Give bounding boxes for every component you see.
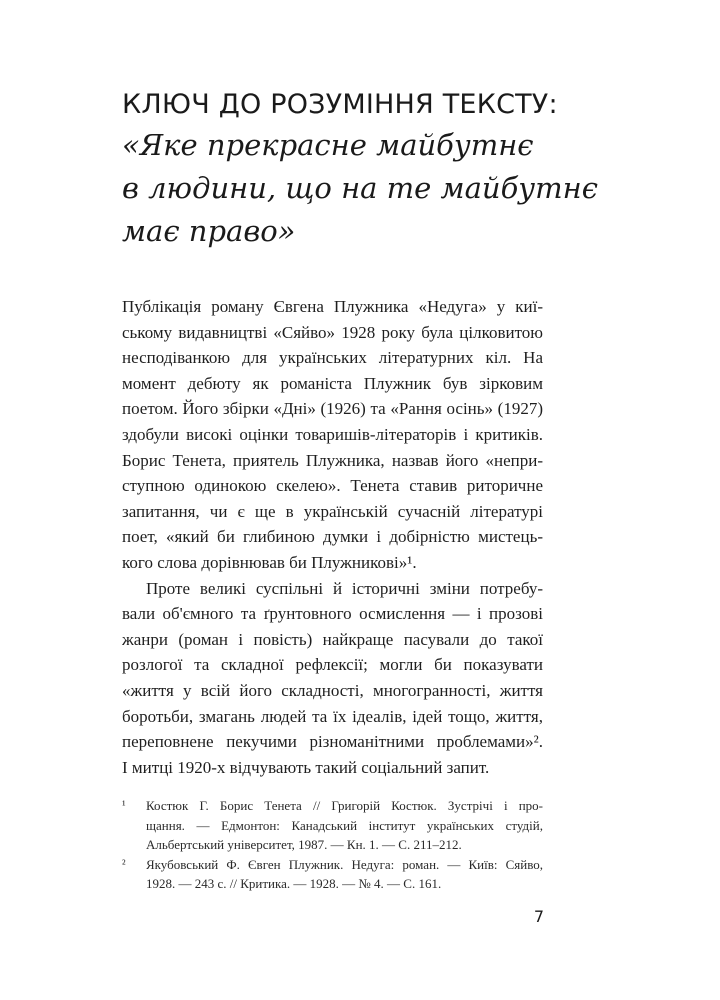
text-line: запитання, чи є ще в українській сучасній літературі [122,501,543,521]
text-line: ступною одинокою скелею». Тенета ставив риторичне [122,476,543,496]
chapter-heading [122,86,602,253]
text-line: І митці 1920-х відчувають такий соціальний запит. [122,757,490,777]
text-line: несподіванкою для українських літературних кіл. На [122,348,543,368]
text-line: вали об'ємного та ґрунтовного осмислення — і прозові [122,604,543,624]
quote-line: «Яке прекрасне майбутнє [122,128,534,162]
footnote-line: Костюк Г. Борис Тенета // Григорій Костюк. Зустрічі і про- [146,798,543,813]
body-text [122,294,543,780]
footnote [122,855,543,894]
footnotes [122,796,543,894]
text-line: поет, «який би глибиною думки і добірністю мистець- [122,527,543,547]
text-line: Борис Тенета, приятель Плужника, назвав його «непри- [122,450,543,470]
footnote-line: Альбертський університет, 1987. — Кн. 1. — С. 211–212. [146,837,462,852]
footnote-line: 1928. — 243 с. // Критика. — 1928. — № 4. — С. 161. [146,876,442,891]
text-line: ському видавництві «Сяйво» 1928 року була цілковитою [122,322,543,342]
text-line: боротьби, змагань людей та їх ідеалів, ідей тощо, життя, [122,706,543,726]
text-line: Публікація роману Євгена Плужника «Недуга» у киї- [122,297,543,316]
text-line: здобули високі оцінки товаришів-літераторів і критиків. [122,424,543,444]
paragraph [122,576,543,781]
footnote-mark: ¹ [122,798,126,812]
quote-line: в людини, що на те майбутнє [122,171,598,205]
text-line: кого слова дорівнював би Плужникові»¹. [122,552,417,572]
quote-line: має право» [122,214,296,248]
footnote [122,796,543,855]
text-line: переповнене пекучими різноманітними проблемами»². [122,732,543,752]
text-line: «життя у всій його складності, многогранності, життя [122,680,543,700]
chapter-title: КЛЮЧ ДО РОЗУМІННЯ ТЕКСТУ: [122,89,558,120]
text-line: момент дебюту як романіста Плужник був зірковим [122,373,543,393]
chapter-quote [122,124,602,253]
page-number: 7 [533,907,544,926]
footnote-line: Якубовський Ф. Євген Плужник. Недуга: роман. — Київ: Сяйво, [146,856,543,872]
paragraph [122,294,543,576]
text-line: жанри (роман і повість) найкраще пасували до такої [122,629,543,649]
text-line: поетом. Його збірки «Дні» (1926) та «Рання осінь» (1927) [122,399,543,419]
footnote-mark: ² [122,856,126,871]
text-line: Проте великі суспільні й історичні зміни потребу- [146,578,543,598]
footnote-line: щання. — Едмонтон: Канадський інститут українських студій, [146,817,543,833]
text-line: розлогої та складної рефлексії; могли би показувати [122,655,543,675]
